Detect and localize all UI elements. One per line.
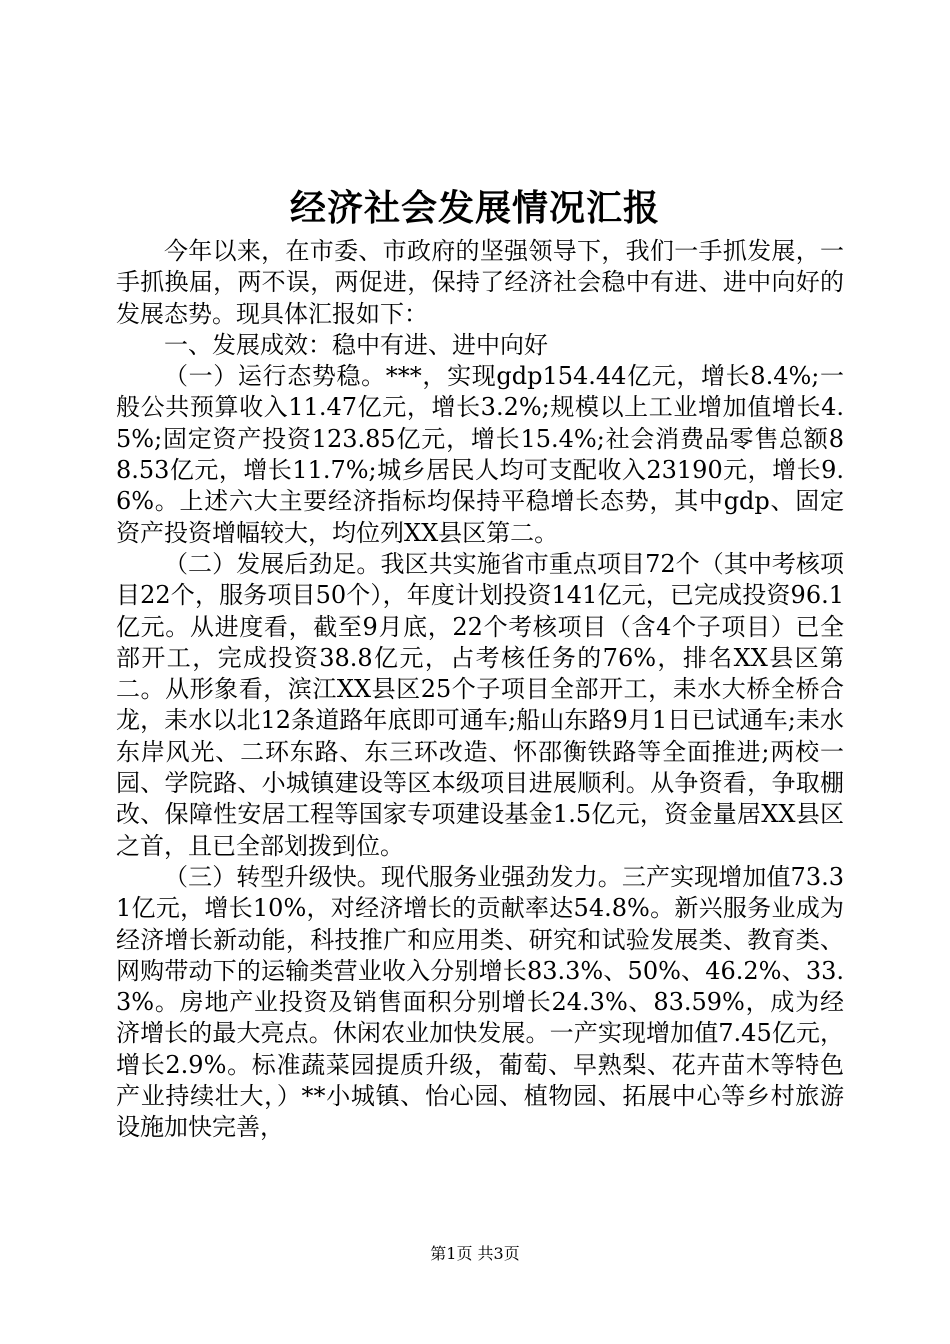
paragraph-operation: （一）运行态势稳。***，实现gdp154.44亿元，增长8.4%;一般公共预算收入11.47亿元，增长3.2%;规模以上工业增加值增长4.5%;固定资产投资123.85亿元，增长15.4%;社会消费品零售总额88.53亿元，增长11.7%;城乡居民人均可支配收入23190元，增长9.6%。上述六大主要经济指标均保持平稳增长态势，其中gdp、固定资产投资增幅较大，均位列XX县区第二。 <box>116 362 844 547</box>
document-body <box>116 236 844 1144</box>
page-number-footer: 第1页 共3页 <box>430 1244 520 1263</box>
section-heading: 一、发展成效：稳中有进、进中向好 <box>164 330 548 359</box>
document-title: 经济社会发展情况汇报 <box>289 187 660 229</box>
paragraph-development: （二）发展后劲足。我区共实施省市重点项目72个（其中考核项目22个，服务项目50个），年度计划投资141亿元，已完成投资96.1亿元。从进度看，截至9月底，22个考核项目（含4个子项目）已全部开工，完成投资38.8亿元，占考核任务的76%，排名XX县区第二。从形象看，滨江XX县区25个子项目全部开工，耒水大桥全桥合龙，耒水以北12条道路年底即可通车;船山东路9月1日已试通车;耒水东岸风光、二环东路、东三环改造、怀邵衡铁路等全面推进;两校一园、学院路、小城镇建设等区本级项目进展顺利。从争资看，争取棚改、保障性安居工程等国家专项建设基金1.5亿元，资金量居XX县区之首，且已全部划拨到位。 <box>116 549 844 860</box>
intro-paragraph: 今年以来，在市委、市政府的坚强领导下，我们一手抓发展，一手抓换届，两不误，两促进，保持了经济社会稳中有进、进中向好的发展态势。现具体汇报如下： <box>116 237 844 328</box>
paragraph-transformation: （三）转型升级快。现代服务业强劲发力。三产实现增加值73.31亿元，增长10%，对经济增长的贡献率达54.8%。新兴服务业成为经济增长新动能，科技推广和应用类、研究和试验发展类、教育类、网购带动下的运输类营业收入分别增长83.3%、50%、46.2%、33.3%。房地产业投资及销售面积分别增长24.3%、83.59%，成为经济增长的最大亮点。休闲农业加快发展。一产实现增加值7.45亿元，增长2.9%。标准蔬菜园提质升级，葡萄、早熟梨、花卉苗木等特色产业持续壮大，）**小城镇、怡心园、植物园、拓展中心等乡村旅游设施加快完善， <box>116 862 844 1142</box>
